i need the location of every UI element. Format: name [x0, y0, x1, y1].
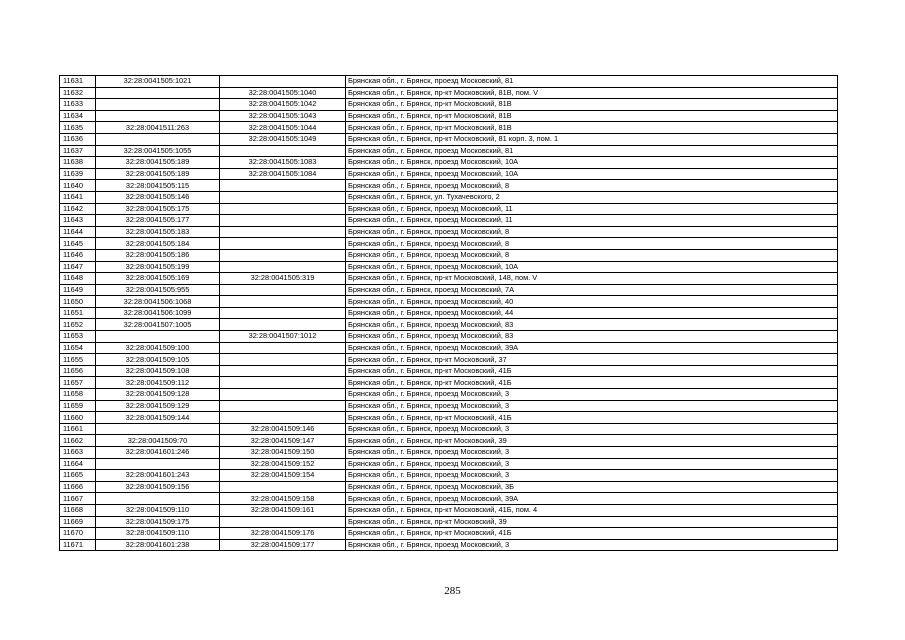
- table-row: [60, 238, 838, 250]
- land-parcel-number-cell: [96, 110, 220, 122]
- row-number-cell: 11637: [60, 145, 96, 157]
- page-number: 285: [444, 585, 461, 597]
- building-number-cell: 32:28:0041505:1042: [220, 99, 346, 111]
- table-row: [60, 215, 838, 227]
- row-number-cell: 11636: [60, 133, 96, 145]
- table-row: [60, 145, 838, 157]
- table-row: [60, 180, 838, 192]
- land-parcel-number-cell: 32:28:0041509:156: [96, 481, 220, 493]
- building-number-cell: 32:28:0041507:1012: [220, 331, 346, 343]
- table-row: [60, 481, 838, 493]
- row-number-cell: 11664: [60, 458, 96, 470]
- address-cell: Брянская обл., г. Брянск, проезд Московский, 81: [346, 76, 838, 88]
- row-number-cell: 11635: [60, 122, 96, 134]
- building-number-cell: [220, 354, 346, 366]
- address-cell: Брянская обл., г. Брянск, проезд Московский, 3Б: [346, 481, 838, 493]
- land-parcel-number-cell: 32:28:0041507:1005: [96, 319, 220, 331]
- building-number-cell: [220, 215, 346, 227]
- address-cell: Брянская обл., г. Брянск, пр-кт Московский, 81В, пом. V: [346, 87, 838, 99]
- land-parcel-number-cell: 32:28:0041505:184: [96, 238, 220, 250]
- address-cell: Брянская обл., г. Брянск, ул. Тухачевского, 2: [346, 191, 838, 203]
- table-row: [60, 342, 838, 354]
- land-parcel-number-cell: 32:28:0041509:108: [96, 365, 220, 377]
- land-parcel-number-cell: [96, 99, 220, 111]
- table-row: [60, 539, 838, 551]
- land-parcel-number-cell: 32:28:0041505:189: [96, 168, 220, 180]
- table-row: [60, 516, 838, 528]
- row-number-cell: 11634: [60, 110, 96, 122]
- table-row: [60, 354, 838, 366]
- table-row: [60, 458, 838, 470]
- row-number-cell: 11642: [60, 203, 96, 215]
- row-number-cell: 11638: [60, 157, 96, 169]
- land-parcel-number-cell: 32:28:0041601:243: [96, 470, 220, 482]
- building-number-cell: [220, 296, 346, 308]
- table-row: [60, 447, 838, 459]
- land-parcel-number-cell: 32:28:0041505:186: [96, 249, 220, 261]
- address-cell: Брянская обл., г. Брянск, проезд Московский, 3: [346, 400, 838, 412]
- address-cell: Брянская обл., г. Брянск, пр-кт Московский, 81В: [346, 110, 838, 122]
- address-cell: Брянская обл., г. Брянск, проезд Московский, 3: [346, 458, 838, 470]
- land-parcel-number-cell: 32:28:0041505:955: [96, 284, 220, 296]
- land-parcel-number-cell: [96, 423, 220, 435]
- table-row: [60, 400, 838, 412]
- address-cell: Брянская обл., г. Брянск, пр-кт Московский, 41Б: [346, 412, 838, 424]
- building-number-cell: [220, 249, 346, 261]
- land-parcel-number-cell: 32:28:0041509:110: [96, 528, 220, 540]
- building-number-cell: 32:28:0041505:1040: [220, 87, 346, 99]
- building-number-cell: 32:28:0041509:176: [220, 528, 346, 540]
- table-row: [60, 110, 838, 122]
- address-cell: Брянская обл., г. Брянск, проезд Московский, 83: [346, 331, 838, 343]
- building-number-cell: [220, 377, 346, 389]
- land-parcel-number-cell: 32:28:0041509:112: [96, 377, 220, 389]
- building-number-cell: 32:28:0041505:1083: [220, 157, 346, 169]
- table-row: [60, 365, 838, 377]
- building-number-cell: [220, 226, 346, 238]
- land-parcel-number-cell: 32:28:0041505:115: [96, 180, 220, 192]
- address-cell: Брянская обл., г. Брянск, проезд Московский, 3: [346, 423, 838, 435]
- table-row: [60, 389, 838, 401]
- table-row: [60, 504, 838, 516]
- address-cell: Брянская обл., г. Брянск, проезд Московский, 10А: [346, 261, 838, 273]
- address-cell: Брянская обл., г. Брянск, проезд Московский, 39А: [346, 493, 838, 505]
- table-row: [60, 203, 838, 215]
- land-parcel-number-cell: 32:28:0041509:110: [96, 504, 220, 516]
- row-number-cell: 11656: [60, 365, 96, 377]
- cadastral-table: [59, 75, 838, 551]
- address-cell: Брянская обл., г. Брянск, проезд Московский, 11: [346, 203, 838, 215]
- building-number-cell: [220, 481, 346, 493]
- address-cell: Брянская обл., г. Брянск, проезд Московский, 81: [346, 145, 838, 157]
- address-cell: Брянская обл., г. Брянск, пр-кт Московский, 148, пом. V: [346, 273, 838, 285]
- land-parcel-number-cell: 32:28:0041509:175: [96, 516, 220, 528]
- address-cell: Брянская обл., г. Брянск, проезд Московский, 83: [346, 319, 838, 331]
- building-number-cell: 32:28:0041509:177: [220, 539, 346, 551]
- address-cell: Брянская обл., г. Брянск, проезд Московский, 3: [346, 539, 838, 551]
- row-number-cell: 11640: [60, 180, 96, 192]
- land-parcel-number-cell: 32:28:0041505:177: [96, 215, 220, 227]
- land-parcel-number-cell: 32:28:0041511:263: [96, 122, 220, 134]
- address-cell: Брянская обл., г. Брянск, проезд Московский, 8: [346, 226, 838, 238]
- table-row: [60, 470, 838, 482]
- row-number-cell: 11660: [60, 412, 96, 424]
- address-cell: Брянская обл., г. Брянск, пр-кт Московский, 41Б: [346, 365, 838, 377]
- address-cell: Брянская обл., г. Брянск, проезд Московский, 40: [346, 296, 838, 308]
- building-number-cell: [220, 307, 346, 319]
- address-cell: Брянская обл., г. Брянск, пр-кт Московский, 41Б: [346, 528, 838, 540]
- land-parcel-number-cell: [96, 331, 220, 343]
- land-parcel-number-cell: 32:28:0041505:175: [96, 203, 220, 215]
- land-parcel-number-cell: 32:28:0041509:100: [96, 342, 220, 354]
- table-row: [60, 133, 838, 145]
- building-number-cell: 32:28:0041509:154: [220, 470, 346, 482]
- land-parcel-number-cell: 32:28:0041505:1055: [96, 145, 220, 157]
- land-parcel-number-cell: 32:28:0041505:183: [96, 226, 220, 238]
- land-parcel-number-cell: 32:28:0041509:70: [96, 435, 220, 447]
- table-row: [60, 99, 838, 111]
- row-number-cell: 11662: [60, 435, 96, 447]
- land-parcel-number-cell: 32:28:0041601:238: [96, 539, 220, 551]
- row-number-cell: 11650: [60, 296, 96, 308]
- table-row: [60, 435, 838, 447]
- row-number-cell: 11641: [60, 191, 96, 203]
- land-parcel-number-cell: 32:28:0041509:128: [96, 389, 220, 401]
- table-row: [60, 284, 838, 296]
- building-number-cell: 32:28:0041509:150: [220, 447, 346, 459]
- land-parcel-number-cell: 32:28:0041509:129: [96, 400, 220, 412]
- building-number-cell: 32:28:0041509:146: [220, 423, 346, 435]
- building-number-cell: [220, 412, 346, 424]
- row-number-cell: 11639: [60, 168, 96, 180]
- row-number-cell: 11670: [60, 528, 96, 540]
- row-number-cell: 11657: [60, 377, 96, 389]
- row-number-cell: 11648: [60, 273, 96, 285]
- row-number-cell: 11633: [60, 99, 96, 111]
- row-number-cell: 11659: [60, 400, 96, 412]
- building-number-cell: [220, 400, 346, 412]
- table-row: [60, 331, 838, 343]
- row-number-cell: 11654: [60, 342, 96, 354]
- land-parcel-number-cell: 32:28:0041505:189: [96, 157, 220, 169]
- address-cell: Брянская обл., г. Брянск, пр-кт Московский, 41Б, пом. 4: [346, 504, 838, 516]
- table-row: [60, 226, 838, 238]
- address-cell: Брянская обл., г. Брянск, проезд Московский, 7А: [346, 284, 838, 296]
- address-cell: Брянская обл., г. Брянск, проезд Московский, 8: [346, 249, 838, 261]
- address-cell: Брянская обл., г. Брянск, проезд Московский, 3: [346, 447, 838, 459]
- land-parcel-number-cell: [96, 133, 220, 145]
- building-number-cell: 32:28:0041509:147: [220, 435, 346, 447]
- building-number-cell: 32:28:0041509:158: [220, 493, 346, 505]
- address-cell: Брянская обл., г. Брянск, проезд Московский, 8: [346, 180, 838, 192]
- building-number-cell: [220, 191, 346, 203]
- building-number-cell: 32:28:0041509:161: [220, 504, 346, 516]
- table-row: [60, 261, 838, 273]
- address-cell: Брянская обл., г. Брянск, пр-кт Московский, 81 корп. 3, пом. 1: [346, 133, 838, 145]
- address-cell: Брянская обл., г. Брянск, проезд Московский, 39А: [346, 342, 838, 354]
- row-number-cell: 11645: [60, 238, 96, 250]
- row-number-cell: 11652: [60, 319, 96, 331]
- address-cell: Брянская обл., г. Брянск, проезд Московский, 3: [346, 389, 838, 401]
- table-row: [60, 296, 838, 308]
- address-cell: Брянская обл., г. Брянск, проезд Московский, 10А: [346, 168, 838, 180]
- address-cell: Брянская обл., г. Брянск, пр-кт Московский, 41Б: [346, 377, 838, 389]
- address-cell: Брянская обл., г. Брянск, пр-кт Московский, 37: [346, 354, 838, 366]
- land-parcel-number-cell: 32:28:0041505:1021: [96, 76, 220, 88]
- building-number-cell: 32:28:0041505:319: [220, 273, 346, 285]
- building-number-cell: [220, 145, 346, 157]
- land-parcel-number-cell: 32:28:0041601:246: [96, 447, 220, 459]
- row-number-cell: 11653: [60, 331, 96, 343]
- building-number-cell: 32:28:0041505:1049: [220, 133, 346, 145]
- address-cell: Брянская обл., г. Брянск, пр-кт Московский, 39: [346, 516, 838, 528]
- table-row: [60, 122, 838, 134]
- building-number-cell: [220, 76, 346, 88]
- table-row: [60, 87, 838, 99]
- table-row: [60, 412, 838, 424]
- row-number-cell: 11646: [60, 249, 96, 261]
- building-number-cell: [220, 203, 346, 215]
- land-parcel-number-cell: [96, 458, 220, 470]
- row-number-cell: 11647: [60, 261, 96, 273]
- table-row: [60, 319, 838, 331]
- table-row: [60, 273, 838, 285]
- building-number-cell: [220, 319, 346, 331]
- row-number-cell: 11671: [60, 539, 96, 551]
- row-number-cell: 11655: [60, 354, 96, 366]
- row-number-cell: 11669: [60, 516, 96, 528]
- address-cell: Брянская обл., г. Брянск, проезд Московский, 3: [346, 470, 838, 482]
- table-row: [60, 157, 838, 169]
- address-cell: Брянская обл., г. Брянск, пр-кт Московский, 81В: [346, 99, 838, 111]
- row-number-cell: 11667: [60, 493, 96, 505]
- table-row: [60, 377, 838, 389]
- table-row: [60, 493, 838, 505]
- land-parcel-number-cell: 32:28:0041509:144: [96, 412, 220, 424]
- land-parcel-number-cell: 32:28:0041505:146: [96, 191, 220, 203]
- table-row: [60, 307, 838, 319]
- building-number-cell: [220, 342, 346, 354]
- address-cell: Брянская обл., г. Брянск, пр-кт Московский, 81В: [346, 122, 838, 134]
- row-number-cell: 11643: [60, 215, 96, 227]
- building-number-cell: [220, 389, 346, 401]
- table-row: [60, 423, 838, 435]
- row-number-cell: 11665: [60, 470, 96, 482]
- address-cell: Брянская обл., г. Брянск, пр-кт Московский, 39: [346, 435, 838, 447]
- address-cell: Брянская обл., г. Брянск, проезд Московский, 8: [346, 238, 838, 250]
- building-number-cell: [220, 261, 346, 273]
- building-number-cell: 32:28:0041505:1044: [220, 122, 346, 134]
- row-number-cell: 11666: [60, 481, 96, 493]
- table-row: [60, 191, 838, 203]
- land-parcel-number-cell: 32:28:0041505:199: [96, 261, 220, 273]
- row-number-cell: 11649: [60, 284, 96, 296]
- row-number-cell: 11651: [60, 307, 96, 319]
- building-number-cell: 32:28:0041505:1084: [220, 168, 346, 180]
- table-row: [60, 76, 838, 88]
- cadastral-table-body: [60, 76, 838, 551]
- land-parcel-number-cell: [96, 87, 220, 99]
- building-number-cell: [220, 284, 346, 296]
- building-number-cell: [220, 238, 346, 250]
- land-parcel-number-cell: 32:28:0041505:169: [96, 273, 220, 285]
- land-parcel-number-cell: [96, 493, 220, 505]
- address-cell: Брянская обл., г. Брянск, проезд Московский, 11: [346, 215, 838, 227]
- row-number-cell: 11661: [60, 423, 96, 435]
- row-number-cell: 11632: [60, 87, 96, 99]
- row-number-cell: 11644: [60, 226, 96, 238]
- building-number-cell: [220, 516, 346, 528]
- land-parcel-number-cell: 32:28:0041506:1099: [96, 307, 220, 319]
- table-row: [60, 249, 838, 261]
- building-number-cell: 32:28:0041509:152: [220, 458, 346, 470]
- row-number-cell: 11658: [60, 389, 96, 401]
- row-number-cell: 11663: [60, 447, 96, 459]
- address-cell: Брянская обл., г. Брянск, проезд Московский, 10А: [346, 157, 838, 169]
- building-number-cell: [220, 365, 346, 377]
- land-parcel-number-cell: 32:28:0041509:105: [96, 354, 220, 366]
- row-number-cell: 11668: [60, 504, 96, 516]
- table-row: [60, 168, 838, 180]
- row-number-cell: 11631: [60, 76, 96, 88]
- building-number-cell: 32:28:0041505:1043: [220, 110, 346, 122]
- address-cell: Брянская обл., г. Брянск, проезд Московский, 44: [346, 307, 838, 319]
- land-parcel-number-cell: 32:28:0041506:1068: [96, 296, 220, 308]
- table-row: [60, 528, 838, 540]
- building-number-cell: [220, 180, 346, 192]
